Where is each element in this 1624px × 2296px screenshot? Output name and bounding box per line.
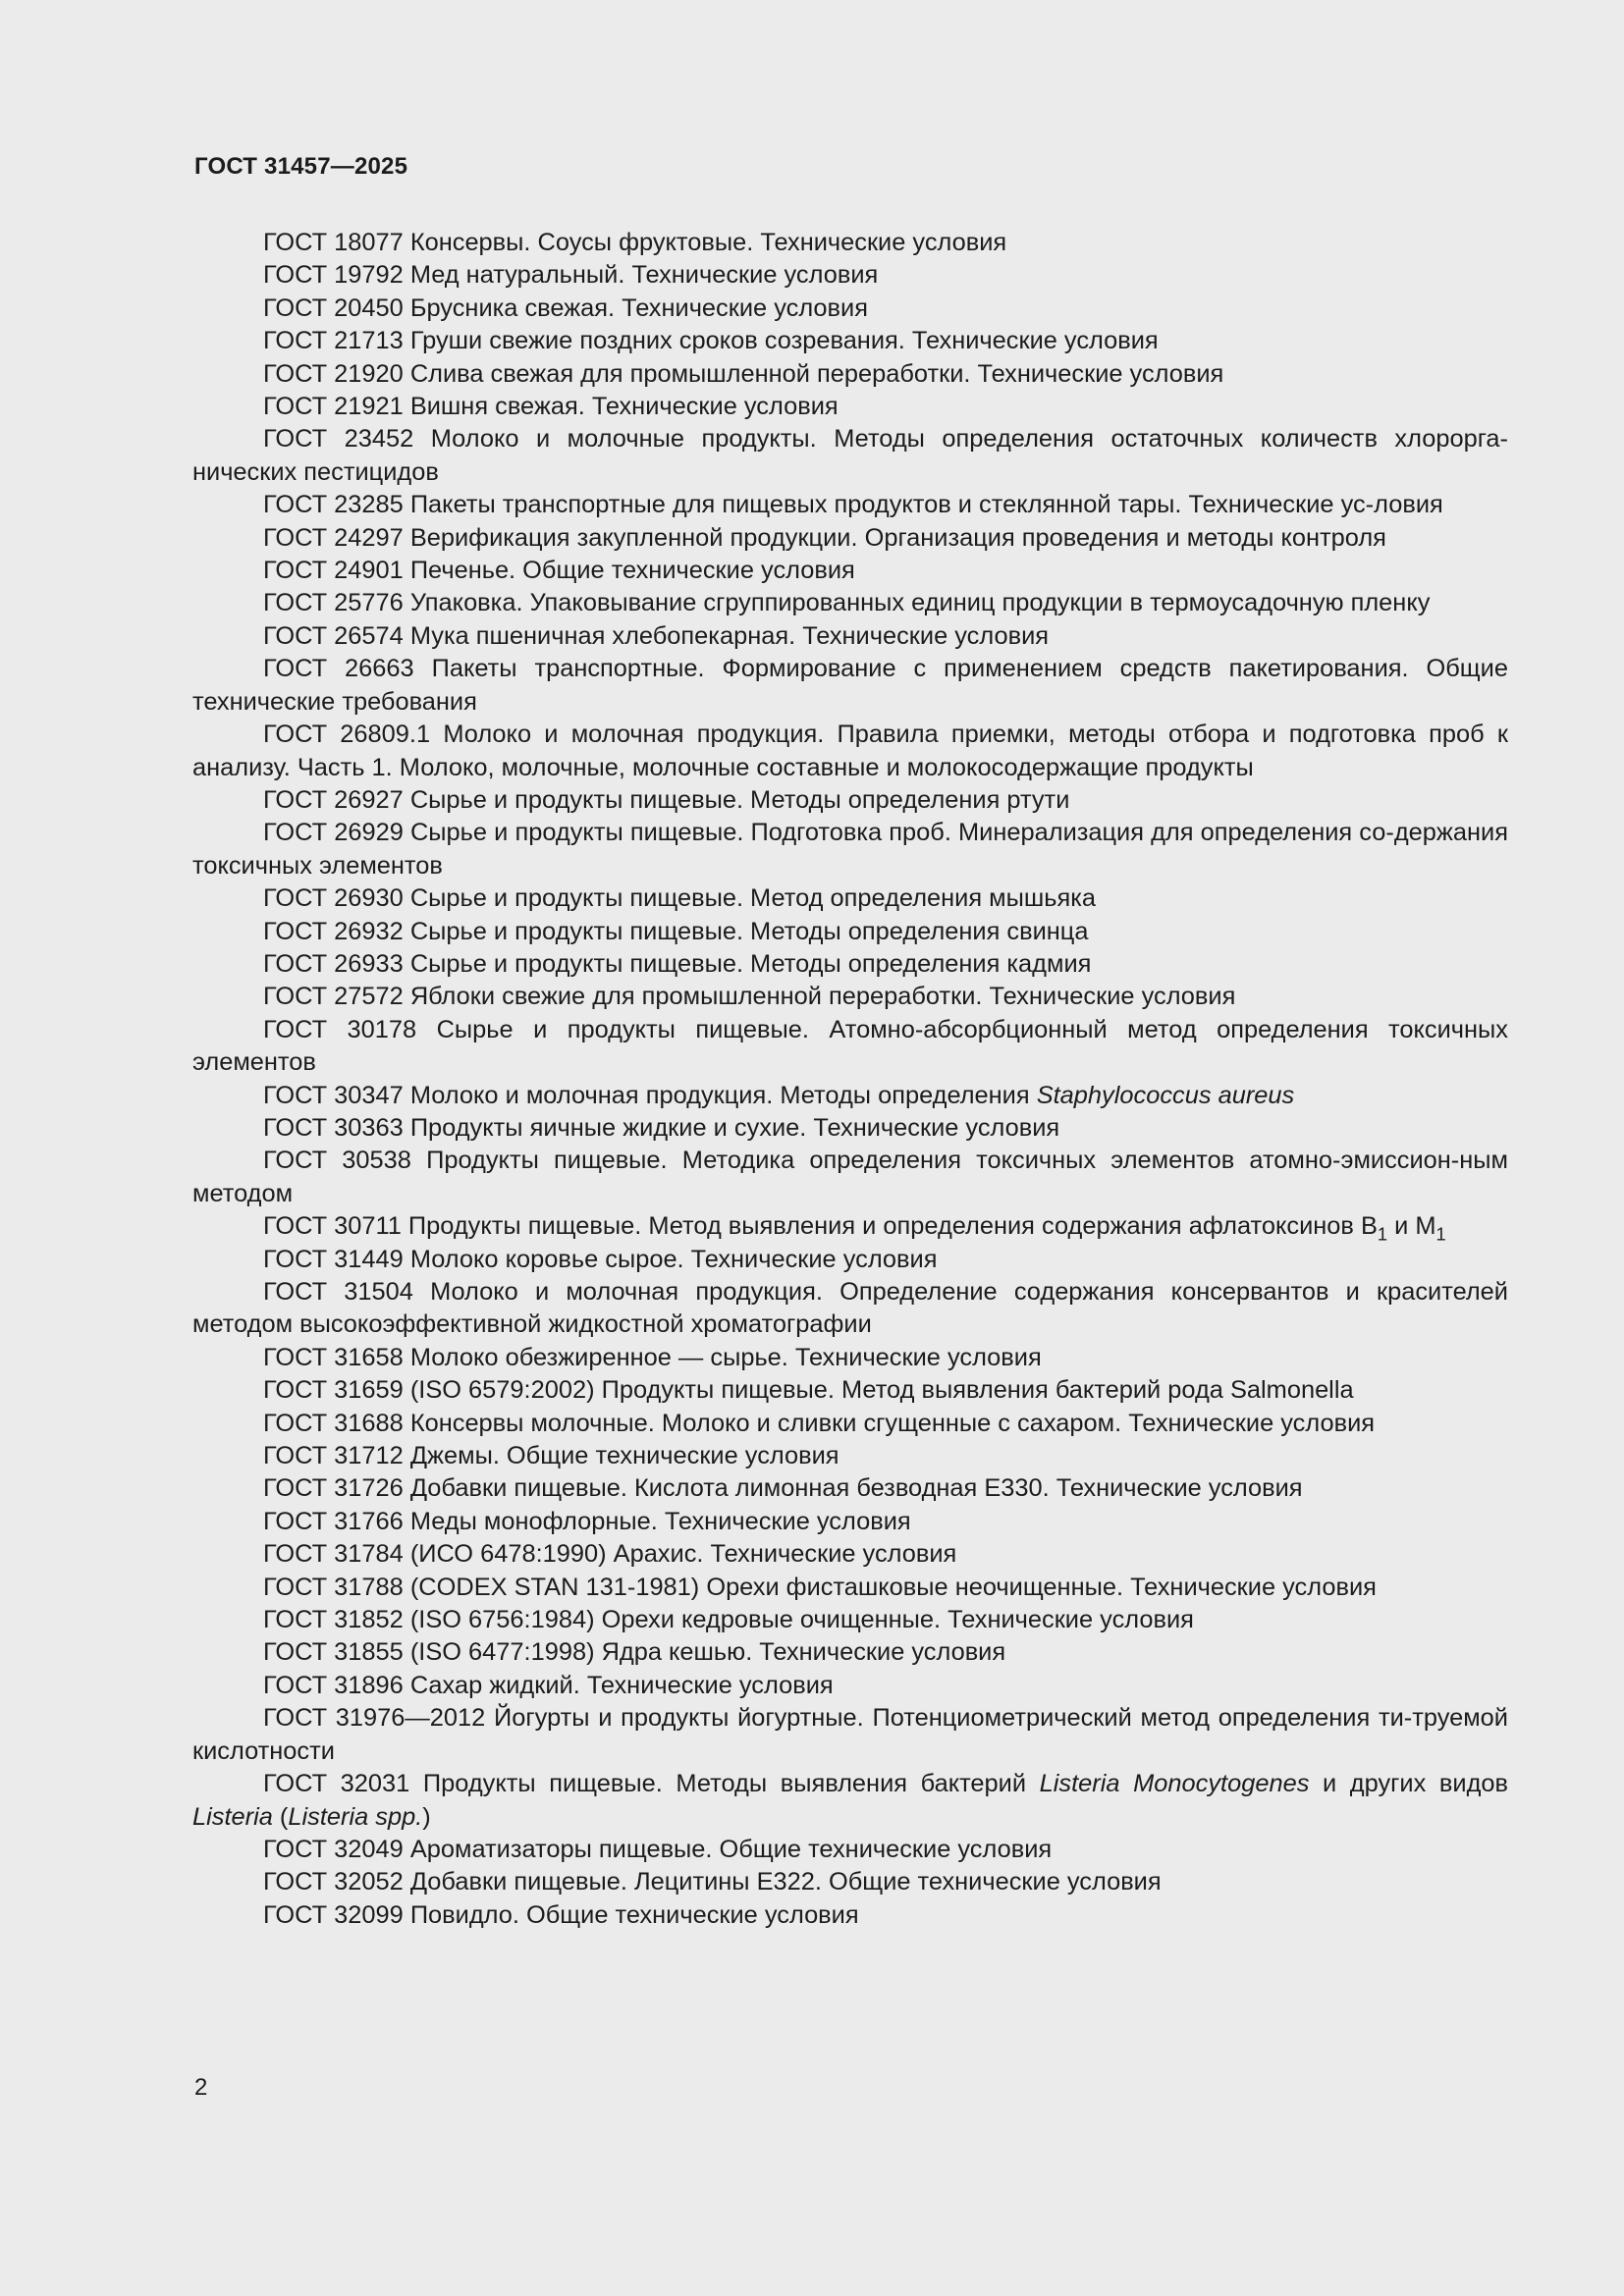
reference-title: Молоко и молочная продукция. Методы определения [409,1081,1030,1109]
reference-title: Йогурты и продукты йогуртные. Потенциометрический метод определения ти-труемой кислотности [192,1704,1508,1765]
reference-title: Слива свежая для промышленной переработки. Технические условия [409,359,1224,388]
reference-item [192,1374,1508,1407]
reference-code: ГОСТ 31766 [263,1507,404,1535]
reference-title: Молоко и молочная продукция. Определение содержания консервантов и красителей методом высокоэффективной жидкостной хроматографии [192,1278,1508,1339]
reference-title: Вишня свежая. Технические условия [409,393,839,421]
reference-title: Молоко и молочная продукция. Правила приемки, методы отбора и подготовка проб к анализу. Часть 1. Молоко, молочные, молочные составные и молокосодержащие продукты [192,721,1508,781]
reference-code: ГОСТ 31976—2012 [263,1704,486,1733]
reference-item [192,1472,1508,1505]
reference-organism-name: Listeria spp. [288,1802,423,1831]
reference-code: ГОСТ 31712 [263,1442,404,1470]
reference-code: ГОСТ 24297 [263,523,404,552]
reference-title: (ISO 6756:1984) Орехи кедровые очищенные. Технические условия [409,1606,1194,1634]
reference-code: ГОСТ 31659 [263,1376,404,1405]
reference-item [192,981,1508,1013]
reference-title: Меды монофлорные. Технические условия [409,1507,911,1535]
reference-code: ГОСТ 32099 [263,1900,404,1929]
reference-title: Сырье и продукты пищевые. Метод определения мышьяка [409,884,1096,913]
reference-item [192,522,1508,555]
reference-code: ГОСТ 19792 [263,261,404,290]
reference-code: ГОСТ 31784 [263,1540,404,1569]
reference-item [192,948,1508,981]
reference-item [192,358,1508,391]
reference-item [192,817,1508,882]
reference-item [192,1866,1508,1898]
reference-title: Добавки пищевые. Лецитины Е322. Общие технические условия [409,1868,1162,1896]
reference-code: ГОСТ 31896 [263,1671,404,1699]
reference-item [192,489,1508,521]
reference-item [192,1702,1508,1768]
reference-code: ГОСТ 31504 [263,1278,413,1306]
reference-code: ГОСТ 31855 [263,1638,404,1667]
reference-item [192,293,1508,325]
reference-title: Повидло. Общие технические условия [409,1900,859,1929]
reference-code: ГОСТ 31726 [263,1474,404,1503]
reference-title: Сахар жидкий. Технические условия [409,1671,834,1699]
reference-code: ГОСТ 26927 [263,785,404,814]
reference-organism-name: Listeria [192,1802,273,1831]
reference-code: ГОСТ 21921 [263,393,404,421]
reference-code: ГОСТ 25776 [263,589,404,617]
reference-title: Продукты пищевые. Методы выявления бактерий [422,1770,1027,1798]
reference-code: ГОСТ 26932 [263,917,404,945]
reference-item [192,1670,1508,1702]
reference-title: (ИСО 6478:1990) Арахис. Технические условия [409,1540,957,1569]
reference-title-cont: ) [422,1802,431,1831]
reference-code: ГОСТ 31688 [263,1409,404,1437]
reference-item [192,1210,1508,1243]
reference-title: Добавки пищевые. Кислота лимонная безводная Е330. Технические условия [409,1474,1303,1503]
reference-title: Консервы. Соусы фруктовые. Технические условия [409,229,1007,256]
reference-code: ГОСТ 21713 [263,327,404,355]
reference-item [192,653,1508,719]
reference-item [192,1145,1508,1210]
reference-item [192,1408,1508,1440]
reference-item [192,719,1508,784]
reference-title: Сырье и продукты пищевые. Атомно-абсорбционный метод определения токсичных элементов [192,1015,1508,1077]
reference-code: ГОСТ 21920 [263,359,404,388]
reference-code: ГОСТ 31852 [263,1606,404,1634]
normative-references-list [192,227,1508,1932]
reference-title: Продукты яичные жидкие и сухие. Технические условия [409,1113,1060,1142]
reference-item [192,1604,1508,1636]
reference-item [192,620,1508,653]
reference-item [192,1112,1508,1145]
reference-organism-name: Staphylococcus aureus [1036,1081,1295,1109]
reference-item [192,1080,1508,1112]
reference-code: ГОСТ 30538 [263,1147,411,1175]
reference-code: ГОСТ 32049 [263,1835,404,1863]
reference-code: ГОСТ 26933 [263,949,404,978]
reference-item [192,1834,1508,1866]
reference-title: Продукты пищевые. Метод выявления и определения содержания афлатоксинов B [407,1212,1378,1241]
reference-item [192,555,1508,587]
reference-code: ГОСТ 26930 [263,884,404,913]
reference-code: ГОСТ 20450 [263,294,404,322]
reference-title: Продукты пищевые. Методика определения токсичных элементов атомно-эмиссион-ным методом [192,1147,1508,1207]
reference-item [192,325,1508,357]
reference-title: Пакеты транспортные. Формирование с применением средств пакетирования. Общие технические требования [192,655,1508,716]
document-header: ГОСТ 31457—2025 [194,153,408,180]
reference-code: ГОСТ 23452 [263,425,414,454]
reference-code: ГОСТ 27572 [263,983,404,1011]
reference-title-cont: ( [272,1802,289,1831]
reference-title-cont: и M [1387,1212,1436,1241]
reference-title: Верификация закупленной продукции. Организация проведения и методы контроля [409,523,1386,552]
reference-item [192,1768,1508,1834]
reference-code: ГОСТ 18077 [263,229,404,256]
reference-code: ГОСТ 30347 [263,1081,404,1109]
reference-item [192,1506,1508,1538]
reference-title: Сырье и продукты пищевые. Методы определения кадмия [409,949,1092,978]
reference-code: ГОСТ 31449 [263,1245,404,1273]
reference-item [192,916,1508,948]
page-number: 2 [194,2074,208,2101]
reference-title: Консервы молочные. Молоко и сливки сгущенные с сахаром. Технические условия [409,1409,1375,1437]
reference-title: (ISO 6579:2002) Продукты пищевые. Метод выявления бактерий рода Salmonella [409,1376,1354,1405]
reference-title: Молоко обезжиренное — сырье. Технические условия [409,1343,1042,1371]
reference-item [192,1572,1508,1604]
reference-item [192,1538,1508,1571]
reference-code: ГОСТ 32052 [263,1868,404,1896]
reference-code: ГОСТ 31658 [263,1343,404,1371]
reference-title: Молоко и молочные продукты. Методы определения остаточных количеств хлорорга-нических пестицидов [192,425,1508,486]
reference-organism-name: Listeria Monocytogenes [1039,1770,1310,1798]
reference-title: (ISO 6477:1998) Ядра кешью. Технические условия [409,1638,1006,1667]
reference-title: Мед натуральный. Технические условия [409,261,879,290]
reference-item [192,1244,1508,1276]
reference-title: Пакеты транспортные для пищевых продуктов и стеклянной тары. Технические ус-ловия [409,491,1443,519]
reference-item [192,1899,1508,1932]
reference-code: ГОСТ 23285 [263,491,404,519]
subscript: 1 [1377,1223,1388,1245]
reference-title: Брусника свежая. Технические условия [409,294,868,322]
reference-item [192,259,1508,292]
reference-title-cont: и других видов [1309,1770,1509,1798]
reference-code: ГОСТ 24901 [263,557,404,585]
reference-code: ГОСТ 26929 [263,819,404,847]
reference-code: ГОСТ 26574 [263,621,404,650]
reference-item [192,587,1508,619]
reference-code: ГОСТ 30711 [263,1212,402,1241]
reference-code: ГОСТ 26809.1 [263,721,431,749]
reference-code: ГОСТ 30178 [263,1015,417,1043]
reference-item [192,784,1508,817]
reference-title: Яблоки свежие для промышленной переработки. Технические условия [409,983,1236,1011]
reference-item [192,1276,1508,1342]
reference-title: (CODEX STAN 131-1981) Орехи фисташковые неочищенные. Технические условия [409,1573,1377,1601]
reference-title: Сырье и продукты пищевые. Подготовка проб. Минерализация для определения со-держания токсичных элементов [192,819,1508,880]
reference-title: Печенье. Общие технические условия [409,557,855,585]
reference-code: ГОСТ 30363 [263,1113,404,1142]
reference-item [192,1440,1508,1472]
reference-title: Упаковка. Упаковывание сгруппированных единиц продукции в термоусадочную пленку [409,589,1431,617]
reference-code: ГОСТ 26663 [263,655,414,683]
reference-title: Сырье и продукты пищевые. Методы определения ртути [409,785,1070,814]
reference-item [192,227,1508,259]
reference-code: ГОСТ 31788 [263,1573,404,1601]
reference-title: Молоко коровье сырое. Технические условия [409,1245,938,1273]
reference-title: Джемы. Общие технические условия [409,1442,839,1470]
reference-item [192,882,1508,915]
reference-title: Мука пшеничная хлебопекарная. Технические условия [409,621,1050,650]
reference-item [192,391,1508,423]
reference-item [192,1636,1508,1669]
reference-title: Сырье и продукты пищевые. Методы определения свинца [409,917,1089,945]
reference-item [192,1342,1508,1374]
reference-code: ГОСТ 32031 [263,1770,410,1798]
reference-title: Груши свежие поздних сроков созревания. Технические условия [409,327,1159,355]
reference-item [192,1014,1508,1080]
subscript: 1 [1435,1223,1446,1245]
reference-item [192,423,1508,489]
reference-title: Ароматизаторы пищевые. Общие технические условия [409,1835,1053,1863]
